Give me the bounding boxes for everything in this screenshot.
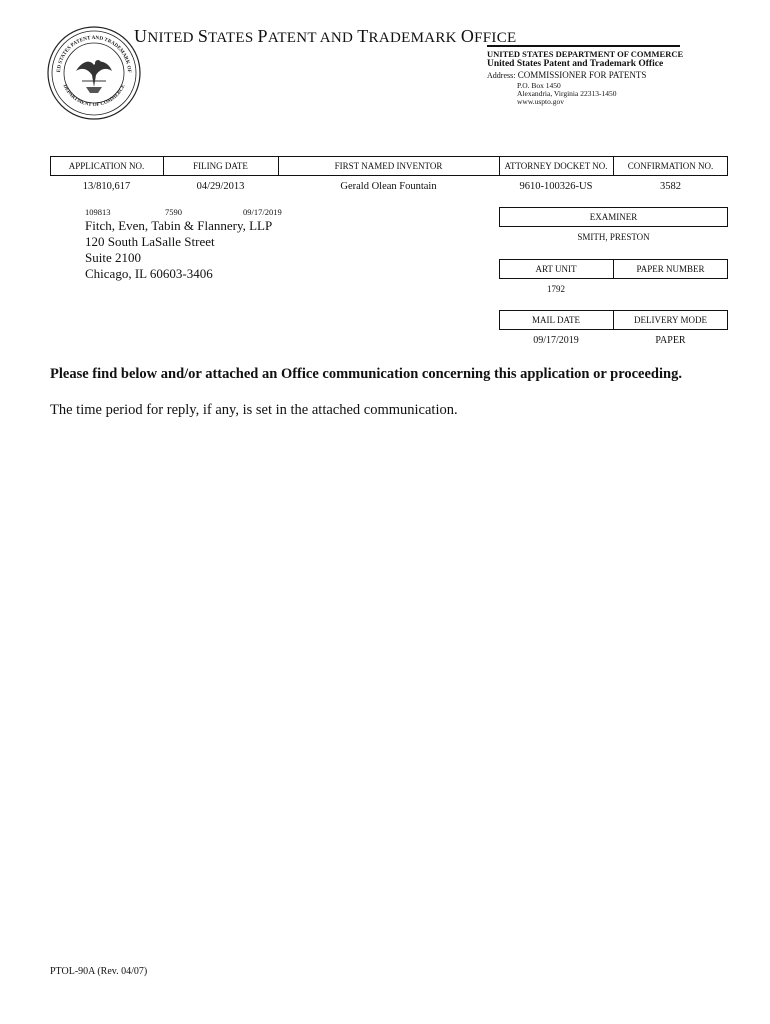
city-state-zip: Chicago, IL 60603-3406 — [85, 266, 213, 281]
correspondence-code: 7590 — [165, 207, 182, 217]
firm-name: Fitch, Even, Tabin & Flannery, LLP — [85, 218, 273, 233]
filing-date-value: 04/29/2013 — [196, 181, 245, 192]
department-name: UNITED STATES DEPARTMENT OF COMMERCE — [487, 49, 684, 59]
inventor-value: Gerald Olean Fountain — [340, 181, 437, 192]
paper-number-label: PAPER NUMBER — [636, 264, 705, 274]
address-recipient: COMMISSIONER FOR PATENTS — [517, 70, 647, 80]
suite: Suite 2100 — [85, 250, 141, 265]
office-title: UNITED STATES PATENT AND TRADEMARK OFFICE — [134, 26, 517, 46]
art-unit-label: ART UNIT — [535, 264, 577, 274]
examiner-label: EXAMINER — [499, 207, 728, 227]
address-city: Alexandria, Virginia 22313-1450 — [517, 89, 617, 98]
header-first-named-inventor: FIRST NAMED INVENTOR — [334, 161, 443, 171]
confirmation-no-value: 3582 — [660, 181, 681, 192]
art-unit-value: 1792 — [547, 284, 565, 294]
correspondence-date: 09/17/2019 — [243, 207, 282, 217]
application-no-value: 13/810,617 — [82, 181, 131, 192]
form-id: PTOL-90A (Rev. 04/07) — [50, 966, 148, 977]
website-link[interactable]: www.uspto.gov — [517, 97, 565, 106]
uspto-seal — [46, 25, 142, 121]
header-rule — [487, 45, 680, 47]
header-filing-date: FILING DATE — [193, 161, 248, 171]
svg-text:UNITED STATES PATENT AND TRADE: ED STATES PATENT AND TRADEMARK OF — [55, 34, 133, 74]
agency-name: United States Patent and Trademark Office — [487, 59, 664, 69]
address-label: Address: — [487, 71, 516, 80]
customer-number: 109813 — [85, 207, 111, 217]
po-box: P.O. Box 1450 — [517, 81, 561, 90]
examiner-name: SMITH, PRESTON — [577, 232, 650, 242]
street-address: 120 South LaSalle Street — [85, 234, 215, 249]
delivery-mode-label: DELIVERY MODE — [634, 315, 707, 325]
svg-text:DEPARTMENT OF COMMERCE: DEPARTMENT OF COMMERCE — [61, 83, 127, 108]
reply-period-note: The time period for reply, if any, is set in the attached communication. — [50, 402, 458, 418]
mail-date-value: 09/17/2019 — [533, 335, 579, 346]
delivery-mode-value: PAPER — [655, 335, 686, 346]
header-attorney-docket-no: ATTORNEY DOCKET NO. — [504, 161, 608, 171]
attorney-docket-value: 9610-100326-US — [519, 181, 593, 192]
communication-headline: Please find below and/or attached an Office communication concerning this application or proceeding. — [50, 366, 682, 382]
header-confirmation-no: CONFIRMATION NO. — [627, 161, 714, 171]
mail-date-label: MAIL DATE — [532, 315, 580, 325]
address-line — [487, 70, 646, 80]
header-application-no: APPLICATION NO. — [68, 161, 145, 171]
